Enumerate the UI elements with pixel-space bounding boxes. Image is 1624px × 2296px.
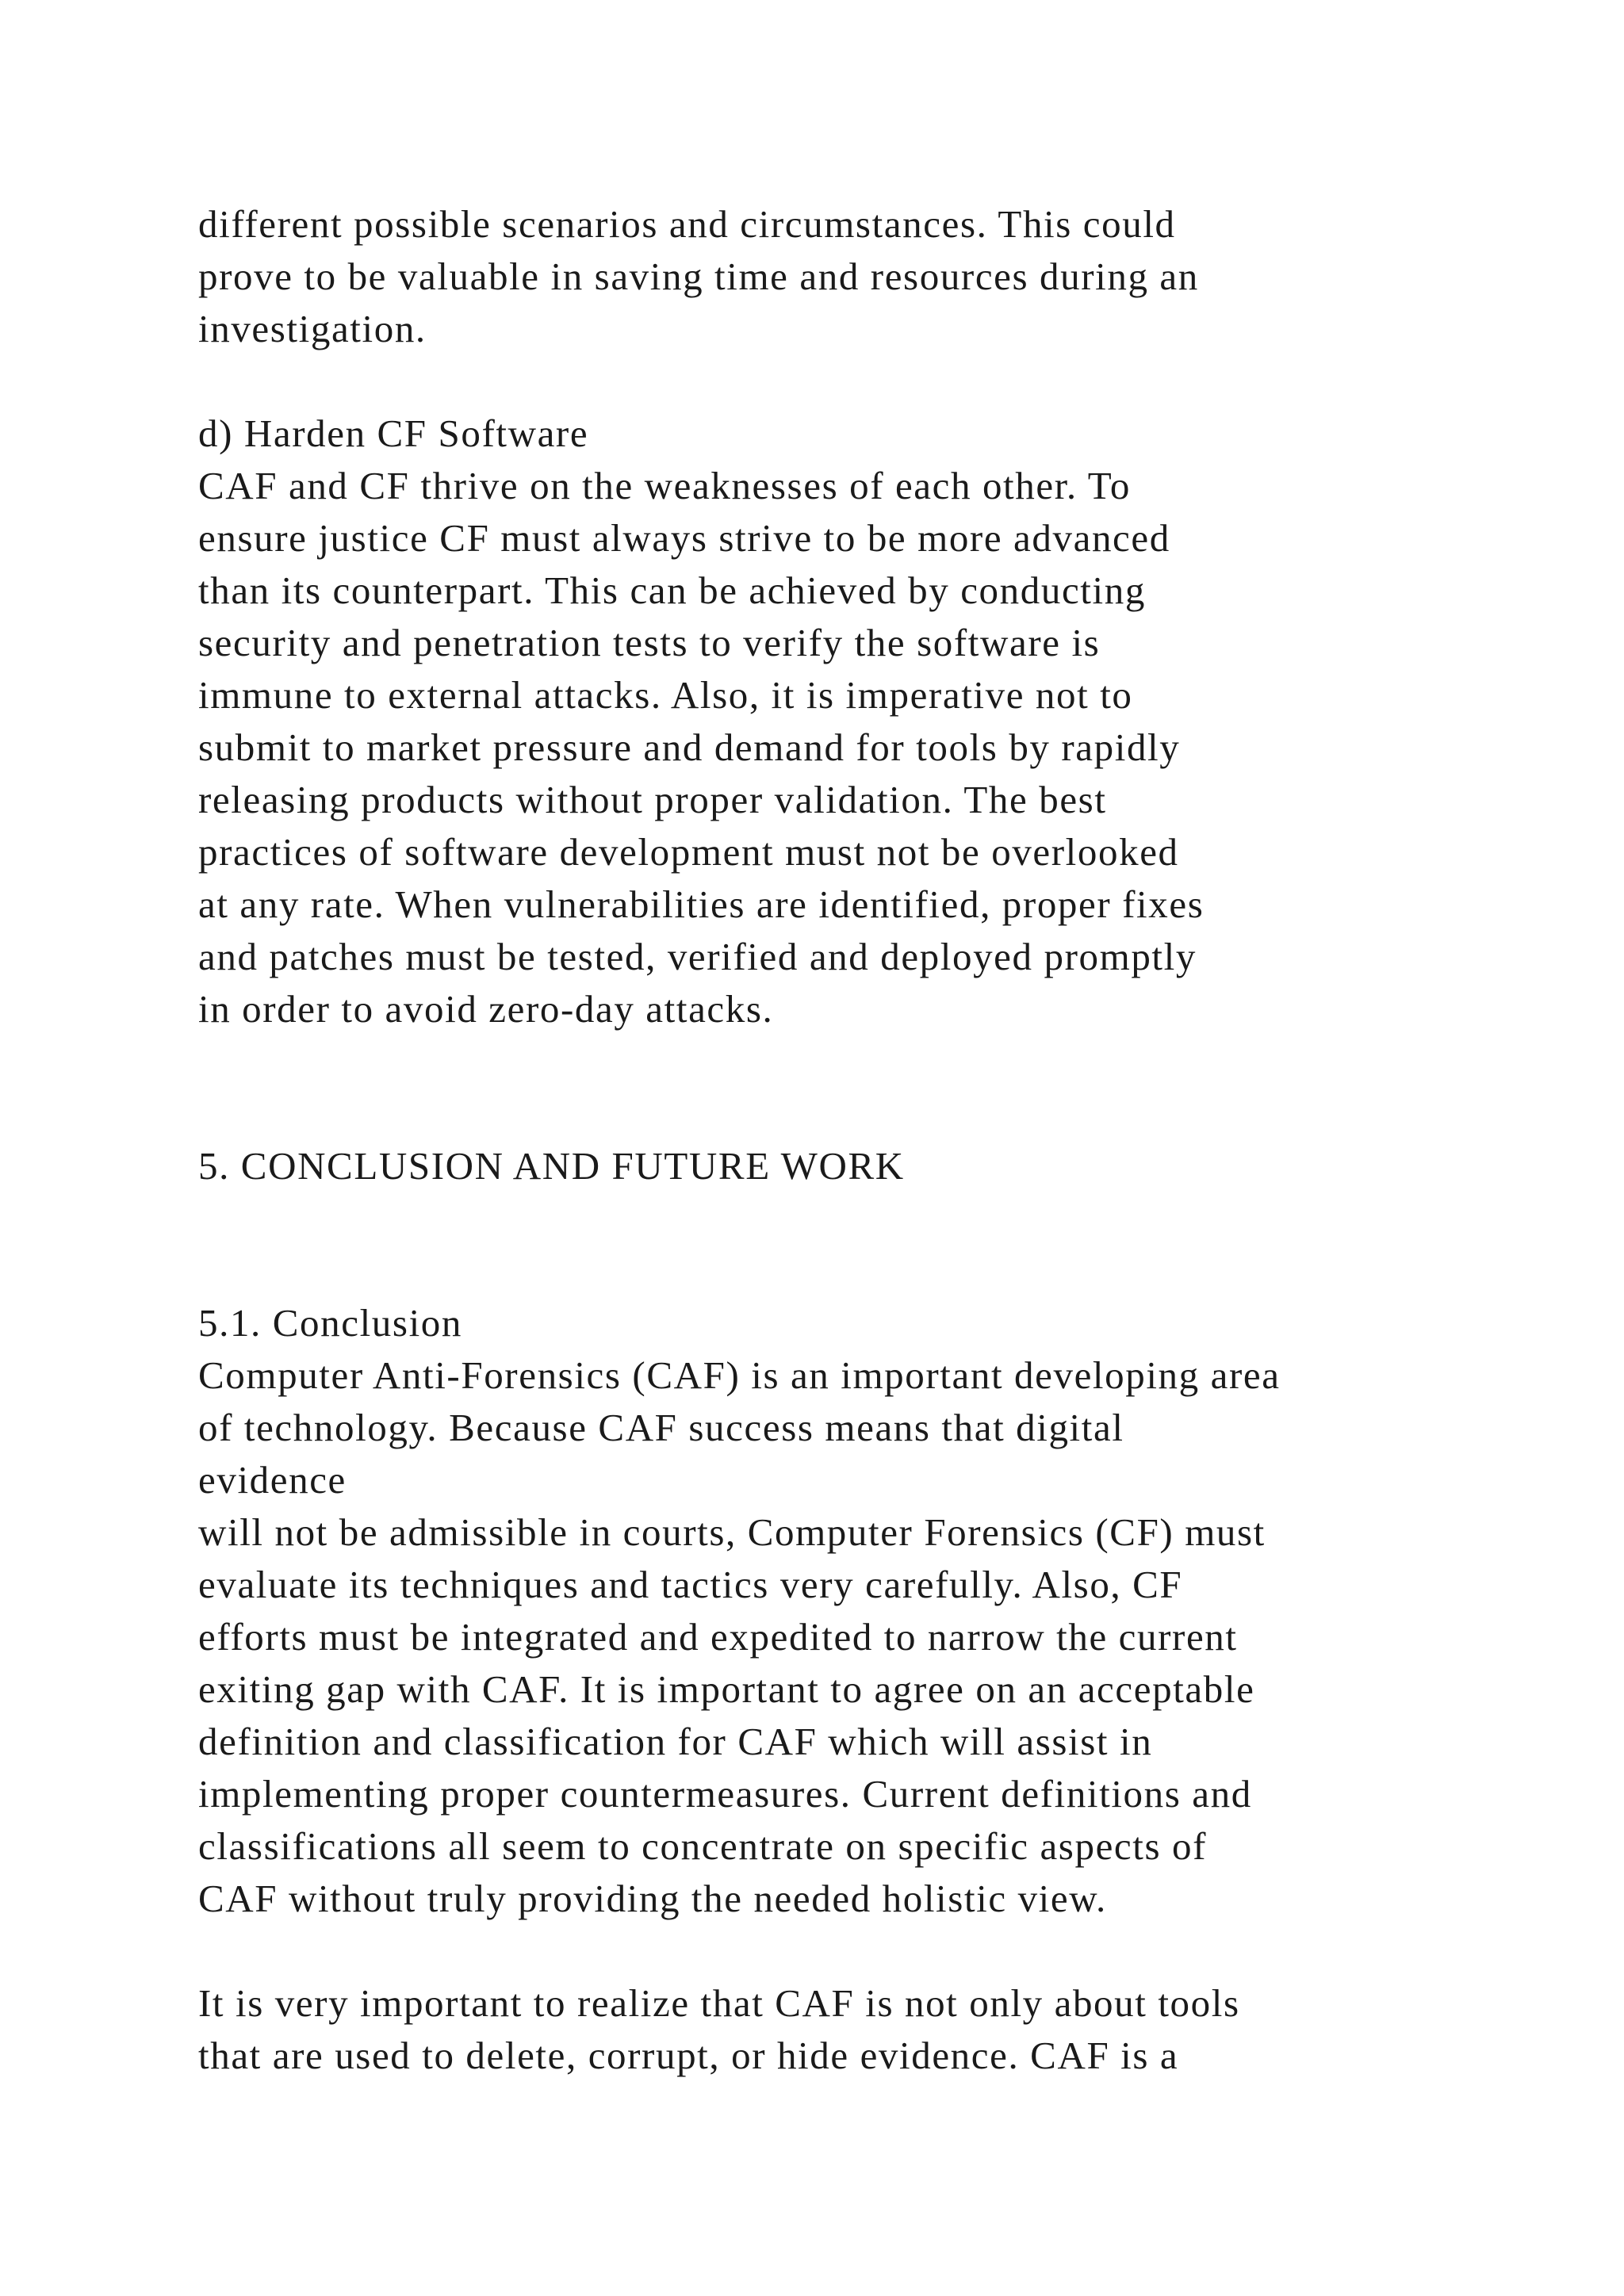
subsection-d-line-7: releasing products without proper validation. The best [198, 778, 1107, 821]
conclusion-p1-line-10: classifications all seem to concentrate on specific aspects of [198, 1824, 1208, 1868]
intro-line-1: different possible scenarios and circumstances. This could [198, 202, 1176, 246]
conclusion-p1-line-3: evidence [198, 1458, 347, 1502]
conclusion-p2-line-2: that are used to delete, corrupt, or hide evidence. CAF is a [198, 2034, 1179, 2077]
subsection-d-line-4: security and penetration tests to verify the software is [198, 621, 1101, 664]
subsection-d-line-5: immune to external attacks. Also, it is imperative not to [198, 673, 1133, 717]
intro-line-2: prove to be valuable in saving time and resources during an [198, 254, 1199, 298]
conclusion-p1-line-4: will not be admissible in courts, Computer Forensics (CF) must [198, 1510, 1266, 1554]
subsection-d-heading: d) Harden CF Software [198, 411, 589, 455]
conclusion-p1-line-2: of technology. Because CAF success means that digital [198, 1406, 1124, 1449]
subsection-d-line-9: at any rate. When vulnerabilities are identified, proper fixes [198, 882, 1205, 926]
section-5-heading: 5. CONCLUSION AND FUTURE WORK [198, 1144, 905, 1188]
subsection-d-line-11: in order to avoid zero-day attacks. [198, 987, 774, 1031]
subsection-d-line-10: and patches must be tested, verified and deployed promptly [198, 935, 1197, 978]
conclusion-p1-line-6: efforts must be integrated and expedited to narrow the current [198, 1615, 1238, 1659]
subsection-d-line-1: CAF and CF thrive on the weaknesses of each other. To [198, 464, 1131, 507]
conclusion-p1-line-8: definition and classification for CAF which will assist in [198, 1720, 1153, 1763]
subsection-d-line-2: ensure justice CF must always strive to be more advanced [198, 516, 1170, 560]
conclusion-p1-line-11: CAF without truly providing the needed holistic view. [198, 1877, 1107, 1920]
subsection-d-line-8: practices of software development must not be overlooked [198, 830, 1179, 874]
conclusion-p2-line-1: It is very important to realize that CAF is not only about tools [198, 1981, 1240, 2025]
conclusion-p1-line-5: evaluate its techniques and tactics very carefully. Also, CF [198, 1563, 1183, 1606]
conclusion-p1-line-9: implementing proper countermeasures. Current definitions and [198, 1772, 1252, 1816]
subsection-d-line-6: submit to market pressure and demand for tools by rapidly [198, 725, 1181, 769]
conclusion-p1-line-7: exiting gap with CAF. It is important to agree on an acceptable [198, 1667, 1255, 1711]
subsection-d-line-3: than its counterpart. This can be achieved by conducting [198, 568, 1146, 612]
subsection-5-1-title: 5.1. Conclusion [198, 1301, 462, 1345]
conclusion-p1-line-1: Computer Anti-Forensics (CAF) is an important developing area [198, 1353, 1281, 1397]
intro-line-3: investigation. [198, 307, 427, 350]
